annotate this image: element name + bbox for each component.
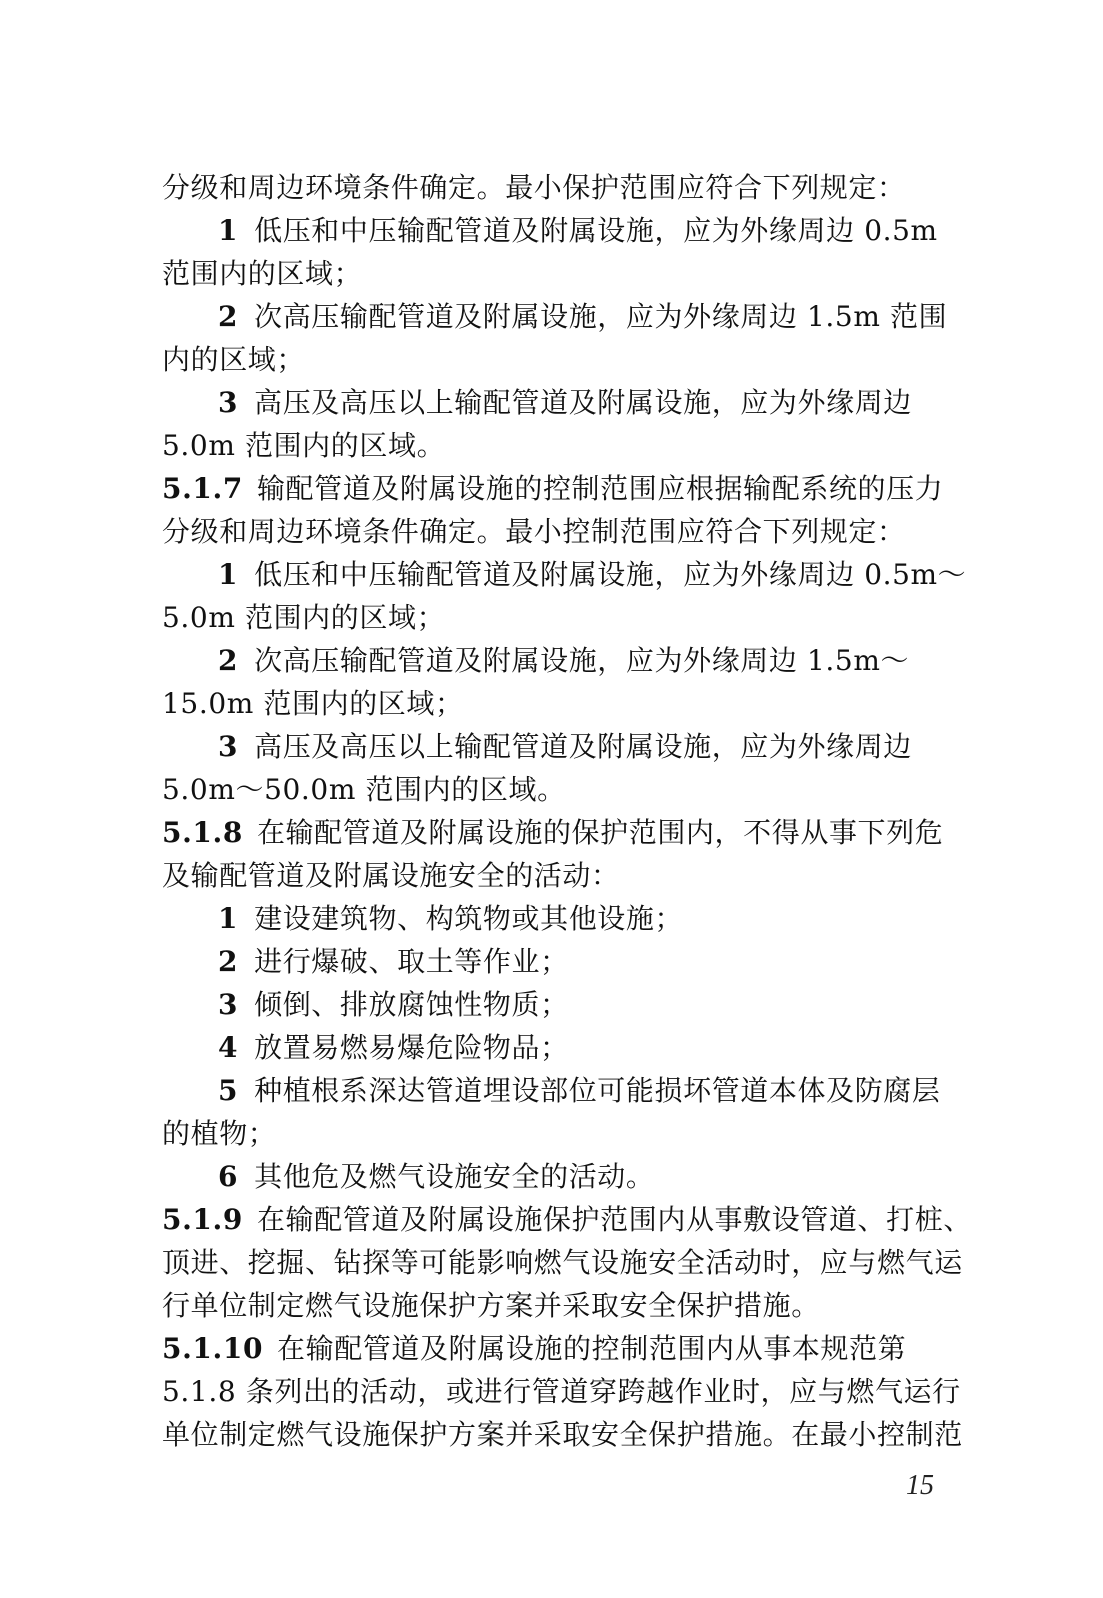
list-item: [162, 295, 962, 338]
text-line: [162, 510, 962, 553]
clause-number: 5.1.7: [162, 472, 243, 505]
line-text: 次高压输配管道及附属设施，应为外缘周边 1.5m 范围: [254, 300, 948, 333]
line-text: 其他危及燃气设施安全的活动。: [254, 1160, 655, 1193]
text-line: [162, 854, 962, 897]
line-text: 输配管道及附属设施的控制范围应根据输配系统的压力: [256, 472, 944, 505]
line-text: 放置易燃易爆危险物品；: [254, 1031, 569, 1064]
item-number: 3: [218, 988, 239, 1021]
line-text: 建设建筑物、构筑物或其他设施；: [254, 902, 684, 935]
text-line: [162, 424, 962, 467]
line-text: 种植根系深达管道埋设部位可能损坏管道本体及防腐层: [254, 1074, 941, 1107]
list-item: [162, 553, 967, 596]
line-text: 5.1.8 条列出的活动，或进行管道穿跨越作业时，应与燃气运行: [162, 1375, 961, 1408]
list-item: [162, 940, 962, 983]
line-text: 5.0m 范围内的区域；: [162, 601, 446, 634]
line-text: 顶进、挖掘、钻探等可能影响燃气设施安全活动时，应与燃气运: [162, 1246, 963, 1279]
item-number: 3: [218, 386, 239, 419]
clause-line: [162, 467, 962, 510]
text-line: [162, 768, 962, 811]
text-line: [162, 166, 962, 209]
text-line: [162, 682, 962, 725]
list-item: [162, 1155, 962, 1198]
clause-number: 5.1.8: [162, 816, 243, 849]
line-text: 分级和周边环境条件确定。最小保护范围应符合下列规定：: [162, 171, 906, 204]
line-text: 15.0m 范围内的区域；: [162, 687, 464, 720]
document-body: [162, 166, 972, 1456]
line-text: 分级和周边环境条件确定。最小控制范围应符合下列规定：: [162, 515, 906, 548]
line-text: 高压及高压以上输配管道及附属设施，应为外缘周边: [254, 386, 912, 419]
item-number: 2: [218, 300, 239, 333]
text-line: [162, 1370, 962, 1413]
line-text: 在输配管道及附属设施的控制范围内从事本规范第: [277, 1332, 907, 1365]
clause-line: [162, 1327, 962, 1370]
line-text: 行单位制定燃气设施保护方案并采取安全保护措施。: [162, 1289, 820, 1322]
line-text: 倾倒、排放腐蚀性物质；: [254, 988, 569, 1021]
list-item: [162, 209, 962, 252]
list-item: [162, 381, 962, 424]
list-item: [162, 639, 962, 682]
list-item: [162, 1069, 962, 1112]
list-item: [162, 897, 962, 940]
item-number: 6: [218, 1160, 239, 1193]
item-number: 2: [218, 644, 239, 677]
item-number: 4: [218, 1031, 239, 1064]
text-line: [162, 1284, 962, 1327]
list-item: [162, 725, 962, 768]
line-text: 5.0m 范围内的区域。: [162, 429, 446, 462]
line-text: 内的区域；: [162, 343, 306, 376]
line-text: 低压和中压输配管道及附属设施，应为外缘周边 0.5m: [254, 214, 938, 247]
clause-number: 5.1.10: [162, 1332, 264, 1365]
text-line: [162, 596, 962, 639]
text-line: [162, 338, 962, 381]
line-text: 及输配管道及附属设施安全的活动：: [162, 859, 620, 892]
text-line: [162, 1241, 962, 1284]
clause-line: [162, 811, 962, 854]
item-number: 1: [218, 558, 239, 591]
line-text: 高压及高压以上输配管道及附属设施，应为外缘周边: [254, 730, 912, 763]
line-text: 次高压输配管道及附属设施，应为外缘周边 1.5m～: [254, 644, 910, 677]
item-number: 1: [218, 214, 239, 247]
item-number: 3: [218, 730, 239, 763]
list-item: [162, 1026, 962, 1069]
page-number: 15: [906, 1470, 934, 1501]
line-text: 进行爆破、取土等作业；: [254, 945, 569, 978]
line-text: 的植物；: [162, 1117, 277, 1150]
text-line: [162, 1112, 962, 1155]
item-number: 5: [218, 1074, 239, 1107]
text-line: [162, 252, 962, 295]
item-number: 2: [218, 945, 239, 978]
line-text: 低压和中压输配管道及附属设施，应为外缘周边 0.5m～: [254, 558, 967, 591]
line-text: 单位制定燃气设施保护方案并采取安全保护措施。在最小控制范: [162, 1418, 963, 1451]
line-text: 在输配管道及附属设施保护范围内从事敷设管道、打桩、: [256, 1203, 972, 1236]
line-text: 5.0m～50.0m 范围内的区域。: [162, 773, 566, 806]
clause-line: [162, 1198, 972, 1241]
list-item: [162, 983, 962, 1026]
text-line: [162, 1413, 962, 1456]
line-text: 范围内的区域；: [162, 257, 363, 290]
item-number: 1: [218, 902, 239, 935]
clause-number: 5.1.9: [162, 1203, 243, 1236]
line-text: 在输配管道及附属设施的保护范围内，不得从事下列危: [256, 816, 944, 849]
